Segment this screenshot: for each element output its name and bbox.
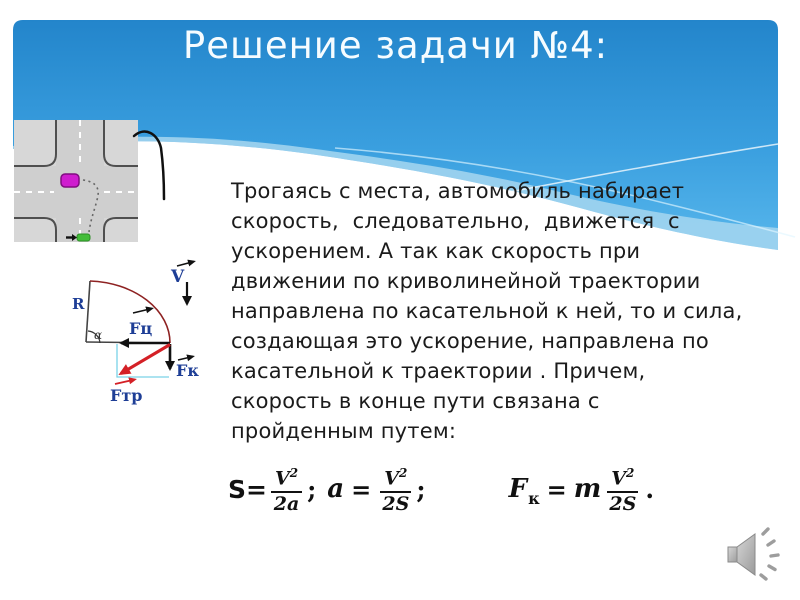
centripetal-force-label: Fц xyxy=(129,319,153,338)
text-line: создающая это ускорение, направлена по xyxy=(231,329,709,353)
formula-s-lhs: S= xyxy=(228,474,267,504)
speaker-horn xyxy=(737,534,755,575)
text-line: направлена по касательной к ней, то и сила, xyxy=(231,299,743,323)
friction-force-label: Fтр xyxy=(110,386,143,405)
fraction-v2-over-2s xyxy=(607,463,638,514)
formula-row xyxy=(228,456,654,522)
vector-hat-centripetal xyxy=(133,309,152,314)
green-car xyxy=(77,234,90,241)
radius-line xyxy=(86,281,90,342)
formula-a-lhs: a xyxy=(327,474,345,504)
slide-title: Решение задачи №4: xyxy=(182,24,609,67)
angle-label: α xyxy=(94,328,103,342)
formula-mass: m xyxy=(573,474,602,504)
formula-f-subscript: к xyxy=(528,489,540,508)
period: . xyxy=(645,474,655,504)
friction-force-arrow xyxy=(121,345,170,374)
corner-block xyxy=(14,218,56,242)
semicolon: ; xyxy=(416,474,426,504)
semicolon: ; xyxy=(307,474,317,504)
text-line: касательной к траектории . Причем, xyxy=(231,359,646,383)
text-line: скорость в конце пути связана с xyxy=(231,389,600,413)
vector-hat-velocity xyxy=(177,262,194,267)
sound-wave-dashes xyxy=(761,529,778,579)
fraction-denominator: 2S xyxy=(382,492,410,515)
formula-f-lhs: F xyxy=(508,474,528,504)
body-text xyxy=(231,176,751,446)
text-line: скорость, следовательно, движется с xyxy=(231,209,680,233)
fraction-v2-over-2a xyxy=(271,463,302,514)
text-line: Трогаясь с места, автомобиль набирает xyxy=(231,179,685,203)
vector-hat-friction xyxy=(115,380,135,385)
force-diagram xyxy=(55,250,220,415)
fraction-numerator: $V^2$ xyxy=(607,463,638,492)
tangential-force-label: Fк xyxy=(176,361,199,380)
text-line: пройденным путем: xyxy=(231,419,457,443)
fraction-denominator: 2S xyxy=(609,492,637,515)
curve-stroke xyxy=(134,132,164,199)
equals-sign: = xyxy=(546,474,567,504)
corner-block xyxy=(104,218,138,242)
corner-block xyxy=(14,120,56,166)
equals-sign: = xyxy=(351,474,372,504)
fraction-numerator: $V^2$ xyxy=(271,463,302,492)
text-line: ускорением. А так как скорость при xyxy=(231,239,641,263)
fraction-numerator: $V^2$ xyxy=(380,463,411,492)
magenta-car xyxy=(61,174,79,187)
text-line: движении по криволинейной траектории xyxy=(231,269,701,293)
road-intersection-image xyxy=(14,120,138,242)
fraction-v2-over-2s xyxy=(380,463,411,514)
vector-hat-tangential xyxy=(178,357,193,361)
radius-label: R xyxy=(72,295,85,313)
curved-annotation-arrow xyxy=(125,118,180,208)
fraction-denominator: 2a xyxy=(273,492,300,515)
velocity-label: V xyxy=(171,267,185,287)
speaker-icon[interactable] xyxy=(722,524,784,584)
